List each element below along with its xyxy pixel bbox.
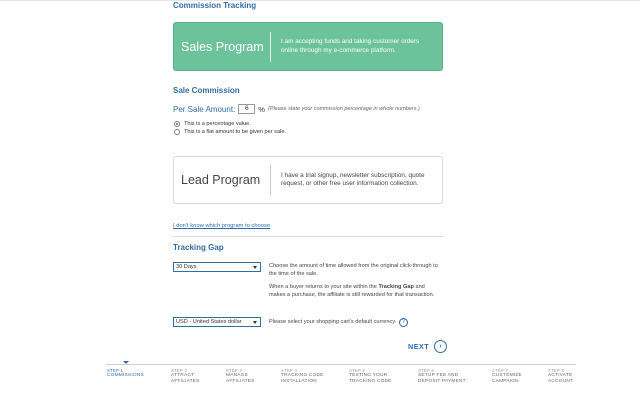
tracking-gap-select[interactable]: [173, 262, 261, 272]
commission-tracking-title: Commission Tracking: [173, 1, 257, 10]
flat-amount-radio[interactable]: [174, 129, 180, 135]
step-testing-tracking-code[interactable]: [349, 368, 393, 385]
top-divider: [0, 0, 640, 1]
step-tracking-code-installation[interactable]: [281, 368, 329, 385]
step-commissions[interactable]: [107, 368, 167, 379]
step-label: ACTIVATE ACCOUNT: [548, 373, 574, 384]
step-number: STEP 4: [281, 368, 298, 373]
percentage-option[interactable]: [174, 121, 251, 127]
currency-value: USD - United States dollar: [176, 319, 242, 325]
step-number: STEP 3: [226, 368, 243, 373]
currency-select[interactable]: [173, 317, 261, 327]
tracking-gap-title: Tracking Gap: [173, 243, 224, 252]
return-note-bold: Tracking Gap: [378, 284, 414, 290]
sale-commission-title: Sale Commission: [173, 86, 240, 95]
step-label: COMMISSIONS: [107, 373, 144, 378]
tracking-gap-value: 30 Days: [176, 264, 197, 270]
step-number: STEP 5: [349, 368, 366, 373]
program-help-link[interactable]: I don't know which program to choose: [173, 223, 271, 229]
return-note-post: and makes a purchase, the affiliate is still rewarded for that transaction.: [269, 284, 435, 299]
step-label: MANAGE AFFILIATES: [226, 373, 255, 384]
step-label: ATTRACT AFFILIATES: [171, 373, 200, 384]
step-activate-account[interactable]: [548, 368, 588, 385]
step-number: STEP 8: [548, 368, 565, 373]
sales-program-name: Sales Program: [181, 39, 264, 54]
per-sale-amount-label: Per Sale Amount:: [173, 104, 236, 114]
amount-hint: (Please state your commission percentage in whole numbers.): [267, 106, 420, 112]
step-label: CUSTOMIZE CAMPAIGN: [492, 373, 522, 384]
question-icon[interactable]: ?: [399, 318, 408, 327]
flat-amount-option[interactable]: [174, 129, 286, 135]
step-manage-affiliates[interactable]: [226, 368, 266, 385]
currency-note: [269, 318, 439, 327]
step-number: STEP 2: [171, 368, 188, 373]
step-label: TESTING YOUR TRACKING CODE: [349, 373, 392, 384]
next-button[interactable]: [408, 340, 447, 353]
tracking-gap-note: Choose the amount of time allowed from the original click-through to the time of the sale.: [269, 263, 438, 278]
step-setup-fee-deposit[interactable]: [418, 368, 470, 385]
percentage-radio[interactable]: [174, 121, 180, 127]
card-divider: [270, 32, 271, 62]
return-note-pre: When a buyer returns to your site within the: [269, 284, 379, 290]
step-number: STEP 7: [492, 368, 509, 373]
step-customize-campaign[interactable]: [492, 368, 532, 385]
steps-progress-line: [106, 364, 576, 365]
section-divider: [173, 236, 444, 237]
sales-program-description: I am accepting funds and taking customer orders online through my e-commerce platform.: [281, 38, 420, 54]
step-label: TRACKING CODE INSTALLATION: [281, 373, 324, 384]
per-sale-amount-row: [173, 104, 420, 114]
next-label: NEXT: [408, 342, 430, 351]
current-step-marker: [123, 361, 129, 364]
percentage-option-label: This is a percentage value.: [184, 121, 251, 127]
flat-amount-option-label: This is a flat amount to be given per sale.: [184, 129, 286, 135]
per-sale-amount-input[interactable]: 6: [238, 104, 255, 114]
percent-symbol: %: [258, 104, 265, 114]
currency-note-text: Please select your shopping cart's default currency.: [269, 319, 397, 326]
tracking-gap-return-note: [269, 283, 439, 300]
lead-program-description: I have a trial signup, newsletter subscription, quote request, or other free user information collection.: [281, 171, 425, 187]
lead-program-card[interactable]: [173, 156, 443, 204]
step-number: STEP 1: [107, 368, 124, 373]
chevron-down-icon: [253, 321, 257, 324]
chevron-down-icon: [253, 266, 257, 269]
step-label: SETUP FEE AND DEPOSIT PAYMENT: [418, 373, 466, 384]
arrow-right-icon: ›: [434, 340, 447, 353]
step-number: STEP 6: [418, 368, 435, 373]
lead-program-name: Lead Program: [181, 173, 261, 187]
sales-program-card[interactable]: [173, 22, 443, 71]
step-attract-affiliates[interactable]: [171, 368, 211, 385]
